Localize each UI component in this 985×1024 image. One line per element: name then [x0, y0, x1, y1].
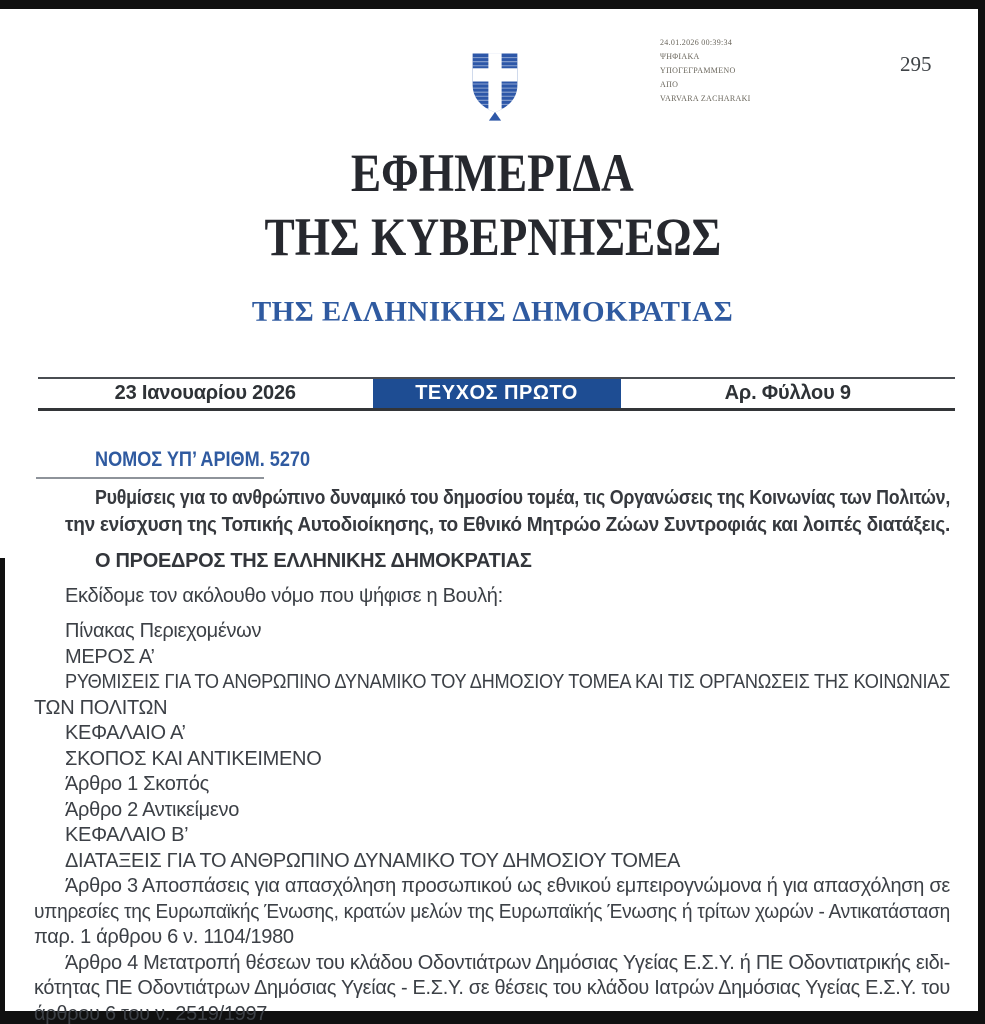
screenshot-top-border [0, 0, 985, 9]
law-summary-line2: την ενίσχυση της Τοπικής Αυτοδιοίκησης, το Εθνικό Μητρώο Ζώων Συντροφιάς και λοιπές διατάξεις. [65, 514, 951, 536]
shield-with-cross [473, 54, 518, 121]
signature-line: ΥΠΟΓΕΓΡΑΜΜΕΝΟ [660, 66, 736, 75]
digital-signature-stamp [660, 36, 860, 106]
issue-sheet-number: Αρ. Φύλλου 9 [724, 382, 851, 404]
toc-line: ΣΚΟΠΟΣ ΚΑΙ ΑΝΤΙΚΕΙΜΕΝΟ [65, 747, 322, 770]
toc-line: ΤΩΝ ΠΟΛΙΤΩΝ [34, 696, 168, 719]
signature-name: VARVARA ZACHARAKI [660, 94, 751, 103]
signature-timestamp: 24.01.2026 00:39:34 [660, 38, 733, 47]
greek-coat-of-arms-icon [433, 20, 557, 142]
issuer-line: Ο ΠΡΟΕΔΡΟΣ ΤΗΣ ΕΛΛΗΝΙΚΗΣ ΔΗΜΟΚΡΑΤΙΑΣ [95, 550, 532, 572]
issue-date: 23 Ιανουαρίου 2026 [114, 382, 296, 404]
toc-line: Άρθρο 3 Αποσπάσεις για απασχόληση προσωπικού ως εθνικού εμπειρογνώμονα ή για απασχόληση σε [65, 875, 950, 897]
toc-line: άρθρου 6 του ν. 2519/1997 [34, 1002, 268, 1024]
toc-line: ΜΕΡΟΣ Α’ [65, 645, 155, 668]
law-number-heading: ΝΟΜΟΣ ΥΠ’ ΑΡΙΘΜ. 5270 [95, 447, 311, 471]
toc-line: ΡΥΘΜΙΣΕΙΣ ΓΙΑ ΤΟ ΑΝΘΡΩΠΙΝΟ ΔΥΝΑΜΙΚΟ ΤΟΥ ΔΗΜΟΣΙΟΥ ΤΟΜΕΑ ΚΑΙ ΤΙΣ ΟΡΓΑΝΩΣΕΙΣ ΤΗΣ ΚΟΙΝΩΝΙΑΣ [65, 671, 951, 693]
screenshot-left-border [0, 558, 5, 1024]
toc-line: ΚΕΦΑΛΑΙΟ Α’ [65, 722, 186, 744]
toc-line: ΚΕΦΑΛΑΙΟ Β’ [65, 824, 189, 846]
toc-line: ΔΙΑΤΑΞΕΙΣ ΓΙΑ ΤΟ ΑΝΘΡΩΠΙΝΟ ΔΥΝΑΜΙΚΟ ΤΟΥ ΔΗΜΟΣΙΟΥ ΤΟΜΕΑ [65, 849, 681, 872]
toc-line: υπηρεσίες της Ευρωπαϊκής Ένωσης, κρατών μελών της Ευρωπαϊκής Ένωσης ή τρίτων χωρών - Αντικατάσταση [34, 900, 950, 923]
page-number: 295 [900, 52, 932, 76]
law-heading-rule [36, 477, 264, 479]
masthead-subtitle: ΤΗΣ ΕΛΛΗΝΙΚΗΣ ΔΗΜΟΚΡΑΤΙΑΣ [251, 296, 734, 328]
toc-line: κότητας ΠΕ Οδοντιάτρων Δημόσιας Υγείας - Ε.Σ.Υ. σε θέσεις του κλάδου Ιατρών Δημόσιας Υγείας Ε.Σ.Υ. του [34, 977, 950, 999]
issue-volume-badge: ΤΕΥΧΟΣ ΠΡΩΤΟ [373, 379, 621, 408]
law-summary-line1: Ρυθμίσεις για το ανθρώπινο δυναμικό του δημοσίου τομέα, τις Οργανώσεις της Κοινωνίας των Πολιτών, [95, 487, 951, 509]
signature-line: ΨΗΦΙΑΚΑ [660, 52, 700, 61]
toc-line: Άρθρο 4 Μετατροπή θέσεων του κλάδου Οδοντιάτρων Δημόσιας Υγείας Ε.Σ.Υ. ή ΠΕ Οδοντιατρικής ειδι- [65, 951, 950, 974]
masthead-title-line1: ΕΦΗΜΕΡΙΔΑ [351, 143, 634, 203]
toc-line: Άρθρο 1 Σκοπός [65, 773, 209, 795]
issue-info-bar [38, 377, 955, 411]
toc-line: παρ. 1 άρθρου 6 ν. 1104/1980 [34, 926, 294, 948]
enactment-line: Εκδίδομε τον ακόλουθο νόμο που ψήφισε η Βουλή: [65, 585, 503, 607]
signature-line: ΑΠΟ [660, 80, 679, 89]
toc-line: Άρθρο 2 Αντικείμενο [65, 798, 240, 821]
toc-line: Πίνακας Περιεχομένων [65, 620, 262, 642]
table-of-contents [34, 619, 950, 1024]
masthead-title-line2: ΤΗΣ ΚΥΒΕΡΝΗΣΕΩΣ [264, 207, 721, 267]
